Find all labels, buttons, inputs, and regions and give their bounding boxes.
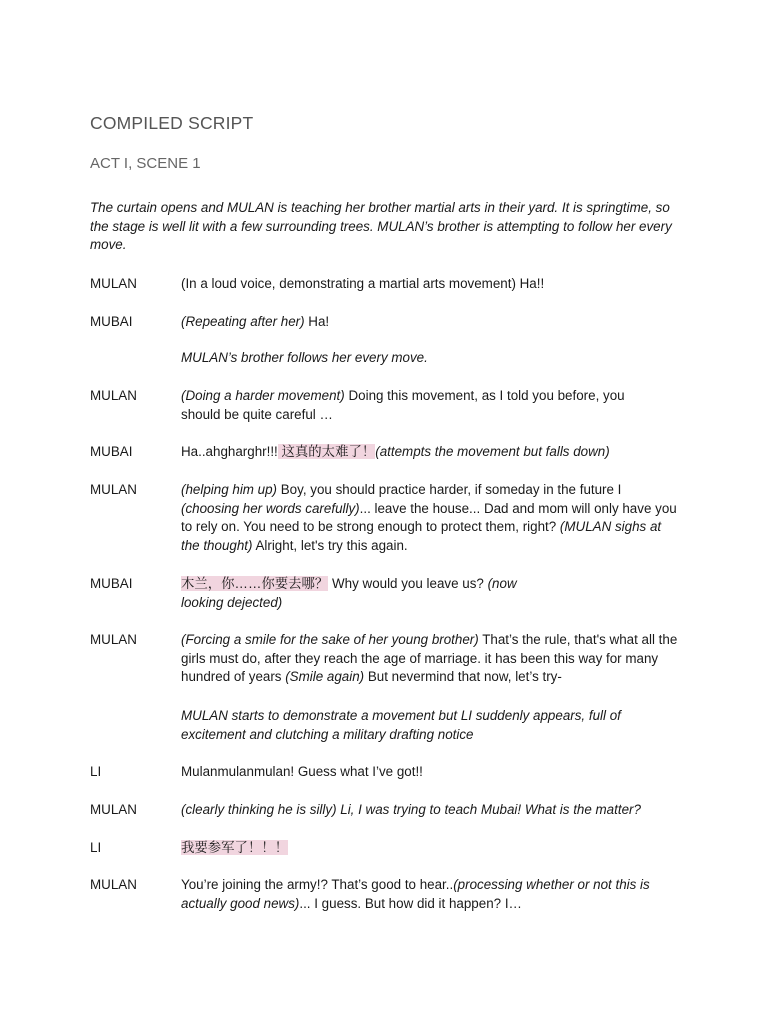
highlighted-chinese-text: 这真的太难了！ — [277, 444, 376, 459]
dialogue-text — [181, 387, 651, 424]
speaker-name: MUBAI — [90, 444, 133, 459]
speaker-name: LI — [90, 764, 102, 779]
dialogue-text: (In a loud voice, demonstrating a martial arts movement) Ha!! — [181, 276, 545, 291]
dialogue-text — [181, 313, 681, 332]
spoken-text: That’s the rule, that's what all the girls must do, after they reach the age of marriage. it has been this way for many hundred of years — [181, 632, 678, 684]
spoken-text: You’re joining the army!? That’s good to hear.. — [181, 877, 454, 892]
scene-heading: ACT I, SCENE 1 — [90, 155, 201, 172]
dialogue-text — [181, 443, 701, 462]
stage-direction: (Doing a harder movement) — [181, 388, 345, 403]
stage-direction: (Forcing a smile for the sake of her young brother) — [181, 632, 479, 647]
document-title: COMPILED SCRIPT — [90, 113, 254, 133]
speaker-name: MULAN — [90, 276, 137, 291]
highlighted-chinese-text: 我要参军了！！！ — [181, 840, 289, 855]
spoken-text: Alright, let's try this again. — [252, 537, 408, 553]
speaker-name: MUBAI — [90, 314, 133, 329]
speaker-name: MULAN — [90, 388, 137, 403]
spoken-text: Boy, you should practice harder, if someday in the future I — [277, 482, 622, 497]
stage-direction: (MULAN sighs at the thought) — [181, 519, 662, 553]
dialogue-text — [181, 631, 679, 687]
stage-direction: (Smile again) — [285, 669, 365, 684]
spoken-text: Ha..ahgharghr!!! — [181, 444, 278, 459]
stage-direction-block: MULAN starts to demonstrate a movement but LI suddenly appears, full of excitement and clutching a military drafting notice — [181, 708, 621, 742]
dialogue-text: (clearly thinking he is silly) Li, I was trying to teach Mubai! What is the matter? — [181, 802, 641, 817]
stage-direction: (now looking dejected) — [181, 576, 517, 610]
stage-direction-block: MULAN’s brother follows her every move. — [181, 350, 428, 365]
highlighted-chinese-text: 木兰，你……你要去哪？ — [181, 576, 329, 591]
dialogue-text: Mulanmulanmulan! Guess what I’ve got!! — [181, 764, 423, 779]
speaker-name: MULAN — [90, 877, 137, 892]
spoken-text: ... leave the house... Dad and mom will only have you to rely on. You need to be strong enough to protect them, right? — [181, 500, 677, 534]
spoken-text: But nevermind that now, let’s try- — [364, 669, 562, 684]
spoken-text: Doing this movement, as I told you before, you should be quite careful … — [181, 388, 625, 422]
stage-direction: (processing whether or not this is actually good news) — [181, 877, 650, 911]
speaker-name: MULAN — [90, 632, 137, 647]
dialogue-text — [181, 575, 541, 612]
stage-direction: (helping him up) — [181, 482, 278, 497]
dialogue-text — [181, 839, 681, 858]
speaker-name: MULAN — [90, 802, 137, 817]
spoken-text: ... I guess. But how did it happen? I… — [299, 895, 522, 911]
spoken-text: Ha! — [304, 314, 330, 329]
speaker-name: MUBAI — [90, 576, 133, 591]
speaker-name: MULAN — [90, 482, 137, 497]
stage-direction: (choosing her words carefully) — [181, 500, 360, 516]
stage-direction: (Repeating after her) — [181, 314, 305, 329]
spoken-text: Why would you leave us? — [328, 576, 488, 591]
stage-direction: (attempts the movement but falls down) — [375, 444, 610, 459]
intro-stage-direction: The curtain opens and MULAN is teaching her brother martial arts in their yard. It is springtime, so the stage is well lit with a few surrounding trees. MULAN’s brother is attempting to follow her every move. — [90, 200, 672, 252]
dialogue-text — [181, 876, 671, 913]
speaker-name: LI — [90, 840, 102, 855]
dialogue-text — [181, 481, 679, 555]
